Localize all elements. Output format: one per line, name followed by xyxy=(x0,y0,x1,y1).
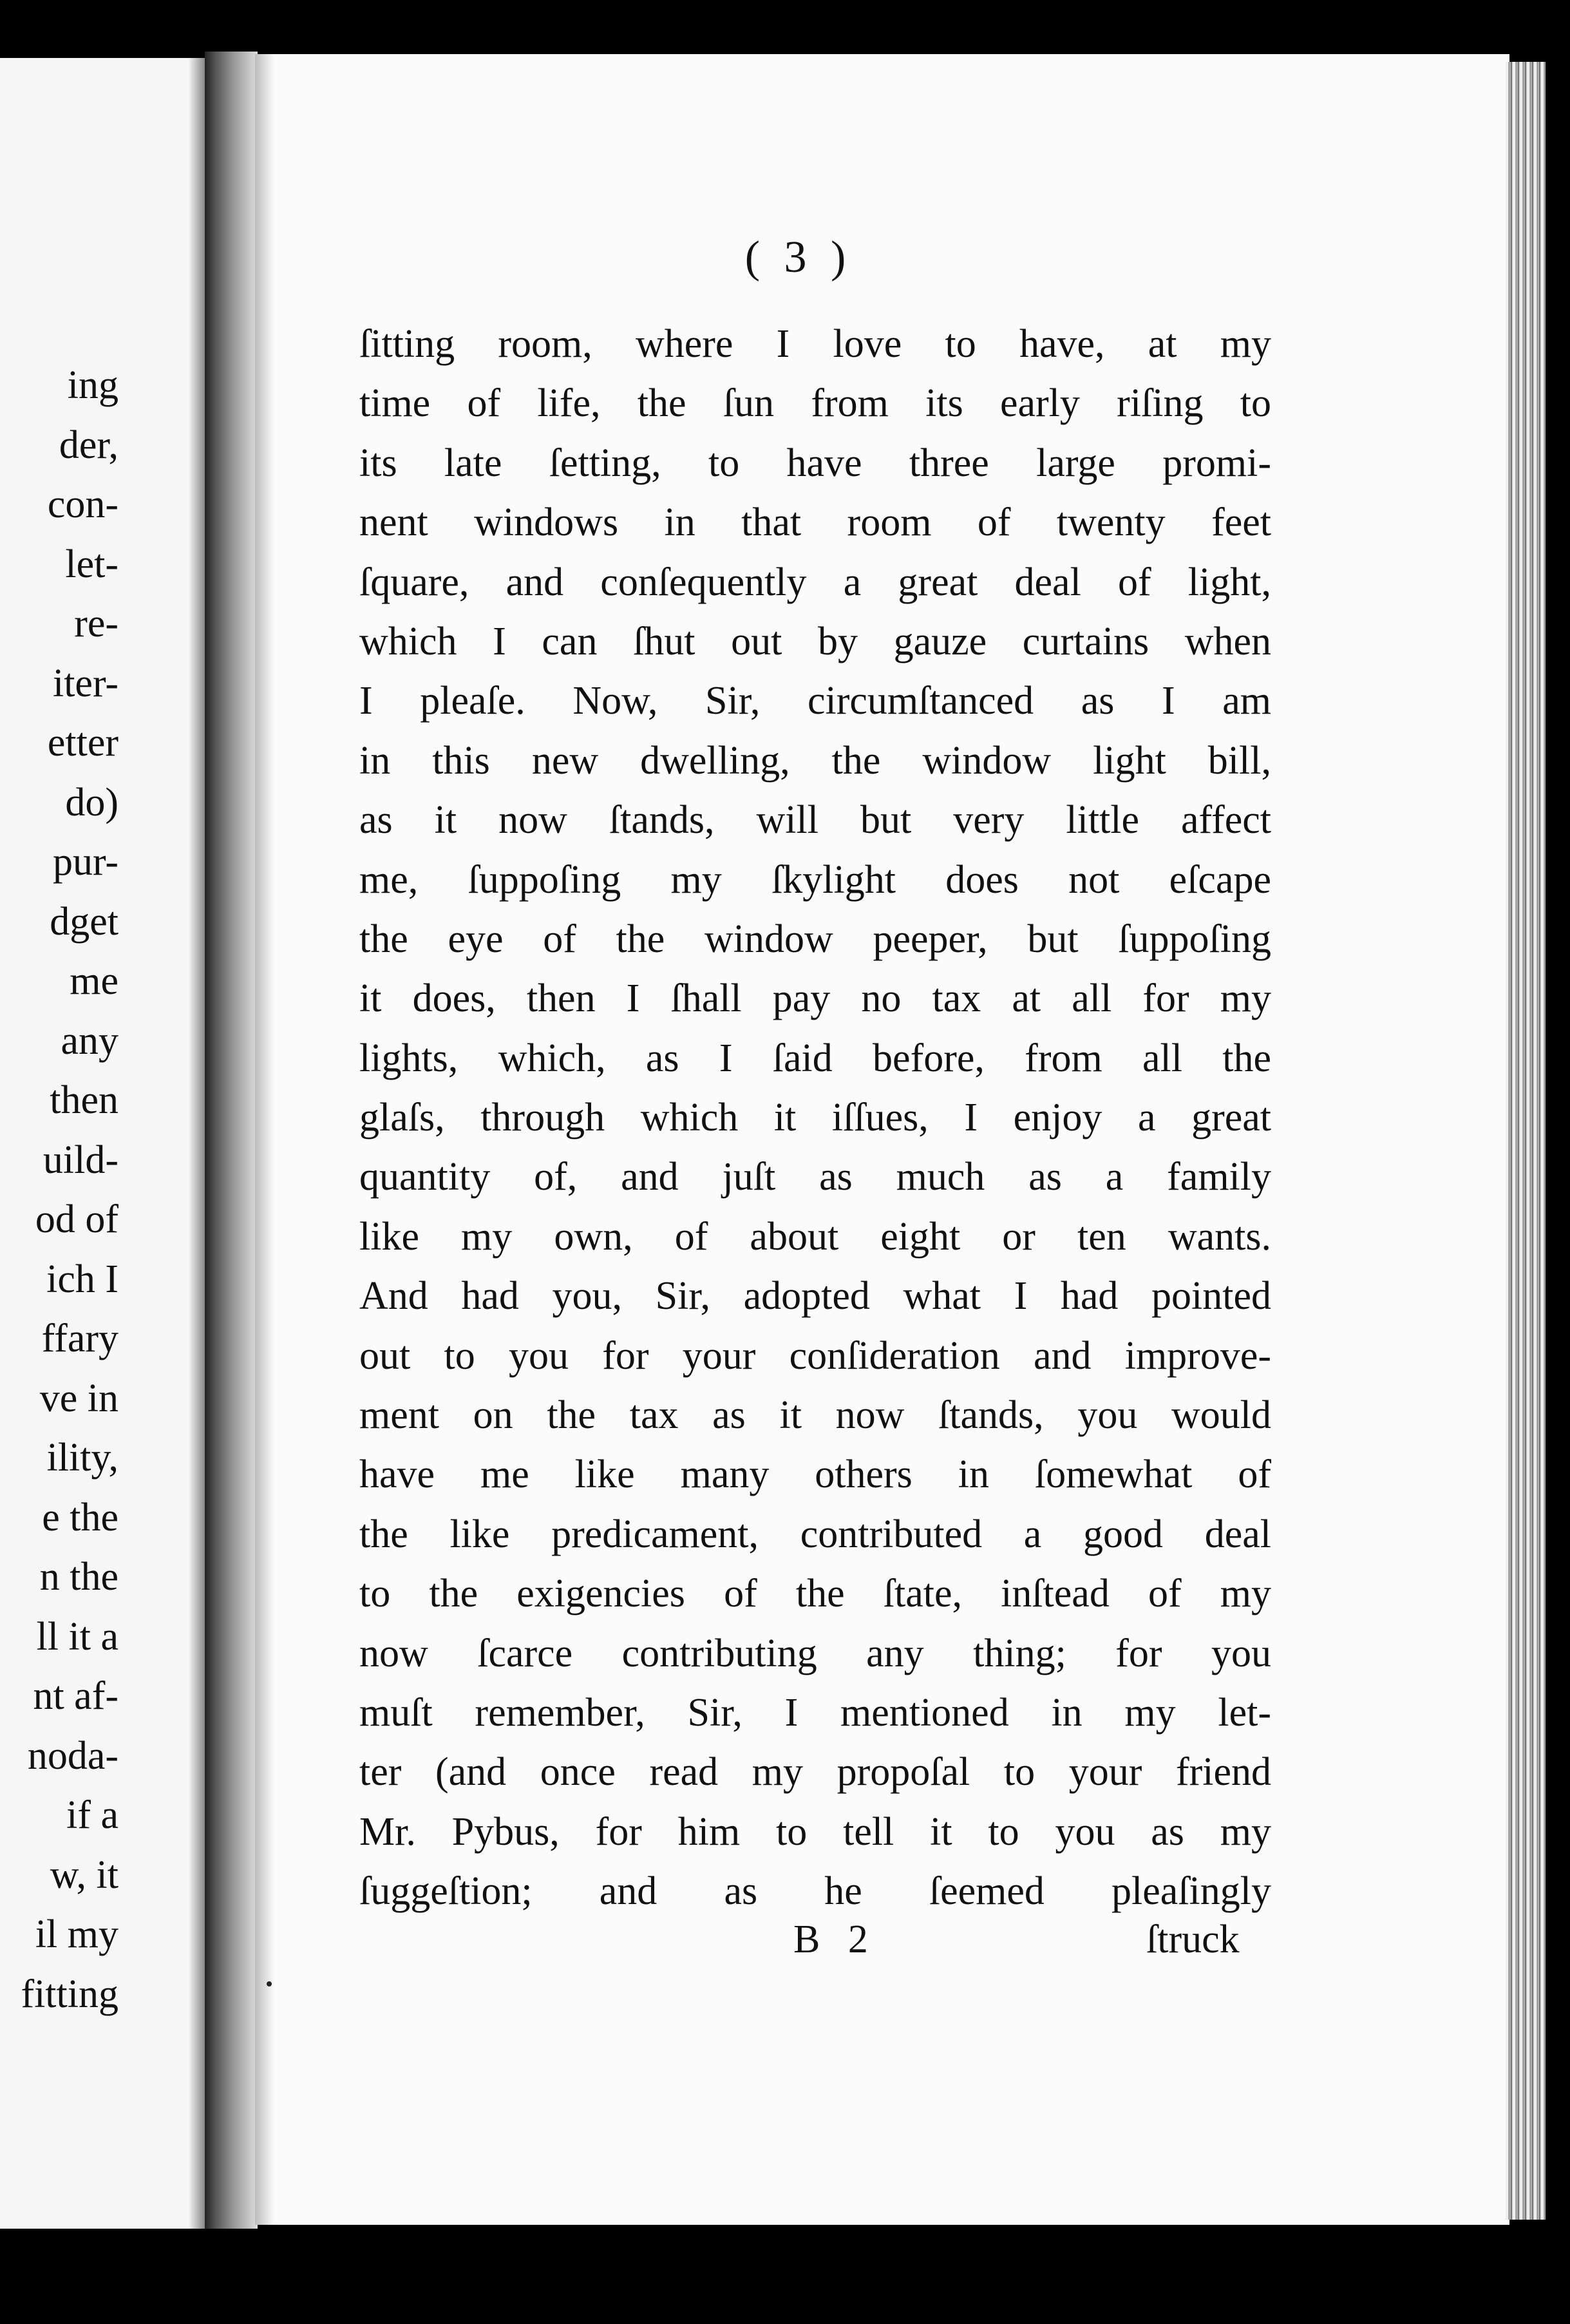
facing-page-gutter-shadow xyxy=(189,58,205,2235)
text-line: its late ſetting, to have three large promi- xyxy=(359,441,1271,485)
facing-line: any xyxy=(61,1018,118,1063)
text-line: ment on the tax as it now ſtands, you would xyxy=(359,1393,1271,1438)
facing-line: let- xyxy=(65,542,118,586)
facing-line: ve in xyxy=(39,1376,118,1420)
facing-line: con- xyxy=(47,482,118,526)
facing-line: n the xyxy=(39,1555,118,1599)
facing-line: ffary xyxy=(41,1317,118,1360)
facing-line: noda- xyxy=(27,1733,118,1778)
book-spine-gutter xyxy=(205,52,258,2242)
text-line: to the exigencies of the ſtate, inſtead of my xyxy=(359,1572,1271,1616)
facing-line: iter- xyxy=(52,661,118,705)
facing-line: w, it xyxy=(50,1853,118,1897)
text-line: I pleaſe. Now, Sir, circumſtanced as I am xyxy=(359,679,1271,723)
text-line: ſitting room, where I love to have, at my xyxy=(359,322,1271,366)
page-inner-shadow xyxy=(255,54,274,2225)
facing-line: dget xyxy=(50,899,118,944)
facing-line: then xyxy=(50,1078,118,1122)
facing-line: if a xyxy=(66,1793,118,1837)
facing-line: fitting xyxy=(21,1972,118,2016)
text-line: the eye of the window peeper, but ſuppoſing xyxy=(359,917,1271,961)
facing-line: nt af- xyxy=(33,1674,118,1718)
facing-line: ing xyxy=(67,363,118,407)
text-line: it does, then I ſhall pay no tax at all for my xyxy=(359,976,1271,1021)
facing-line: etter xyxy=(47,721,118,765)
facing-line: re- xyxy=(74,602,118,645)
text-line: nent windows in that room of twenty feet xyxy=(359,500,1271,545)
text-line: as it now ſtands, will but very little affect xyxy=(359,798,1271,843)
catchword: ſtruck xyxy=(1146,1918,1240,1961)
text-line: muſt remember, Sir, I mentioned in my let- xyxy=(359,1690,1271,1735)
text-line: lights, which, as I ſaid before, from all the xyxy=(359,1036,1271,1080)
text-line: ter (and once read my propoſal to your friend xyxy=(359,1750,1271,1795)
text-line: out to you for your conſideration and improve- xyxy=(359,1333,1271,1378)
bottom-scan-border xyxy=(0,2229,1570,2324)
text-line: like my own, of about eight or ten wants. xyxy=(359,1214,1271,1259)
text-line: now ſcarce contributing any thing; for you xyxy=(359,1631,1271,1675)
text-line: time of life, the ſun from its early riſing to xyxy=(359,381,1271,426)
text-line: which I can ſhut out by gauze curtains when xyxy=(359,619,1271,663)
text-line: the like predicament, contributed a good deal xyxy=(359,1512,1271,1556)
facing-page-text xyxy=(0,356,118,2024)
text-line: ſuggeſtion; and as he ſeemed pleaſingly xyxy=(359,1869,1271,1914)
text-line: Mr. Pybus, for him to tell it to you as my xyxy=(359,1809,1271,1854)
text-line: And had you, Sir, adopted what I had pointed xyxy=(359,1274,1271,1319)
text-line: in this new dwelling, the window light bill, xyxy=(359,738,1271,783)
facing-line: il my xyxy=(35,1912,118,1956)
facing-line: me xyxy=(70,959,118,1003)
text-line: me, ſuppoſing my ſkylight does not eſcape xyxy=(359,857,1271,902)
text-line: glaſs, through which it iſſues, I enjoy a great xyxy=(359,1096,1271,1140)
facing-line: od of xyxy=(35,1197,118,1241)
text-line: quantity of, and juſt as much as a family xyxy=(359,1155,1271,1199)
facing-line: ich I xyxy=(46,1257,118,1301)
facing-line: ll it a xyxy=(36,1614,118,1659)
facing-line: e the xyxy=(42,1495,118,1539)
facing-line: do) xyxy=(65,780,118,824)
facing-line: der, xyxy=(59,423,118,467)
page-number: ( 3 ) xyxy=(744,233,853,282)
page-edge-stack xyxy=(1506,62,1546,2220)
ink-speck xyxy=(267,1981,272,1986)
facing-line: ility, xyxy=(46,1436,118,1480)
signature-mark: B 2 xyxy=(793,1918,877,1961)
facing-page-left xyxy=(0,58,205,2235)
facing-line: uild- xyxy=(43,1138,118,1182)
facing-line: pur- xyxy=(52,840,118,884)
body-text xyxy=(359,314,1271,1921)
text-line: ſquare, and conſequently a great deal of light, xyxy=(359,560,1271,604)
text-line: have me like many others in ſomewhat of xyxy=(359,1452,1271,1497)
